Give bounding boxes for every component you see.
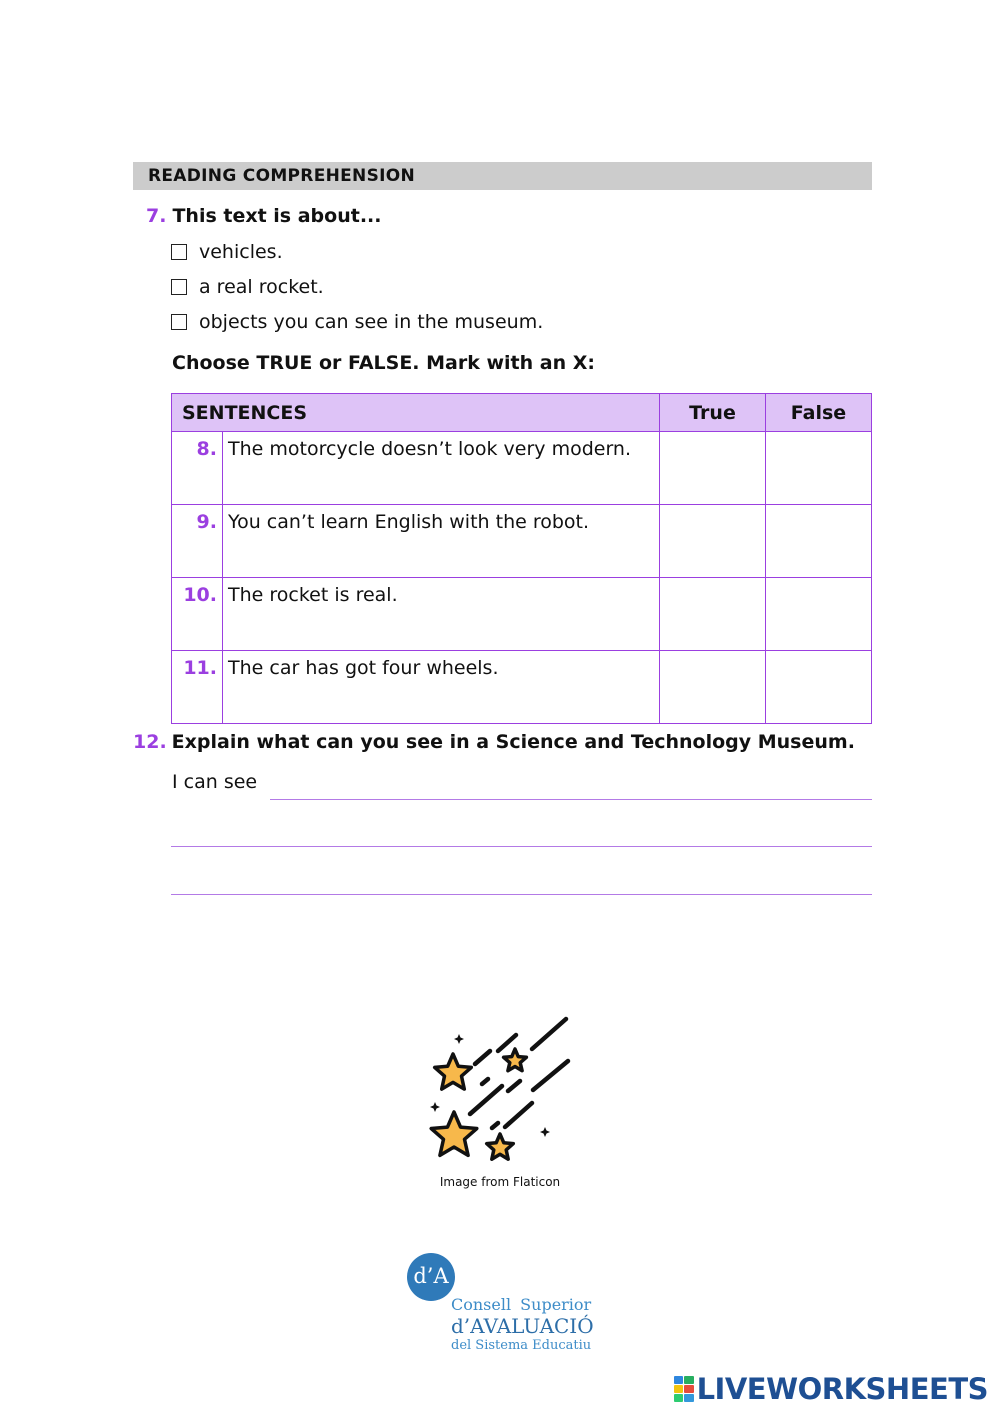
false-cell[interactable] bbox=[766, 578, 872, 651]
option-label: objects you can see in the museum. bbox=[199, 311, 544, 333]
row-number: 10. bbox=[172, 578, 223, 651]
csa-logo bbox=[405, 1250, 605, 1360]
option-checkbox[interactable] bbox=[171, 314, 187, 330]
false-cell[interactable] bbox=[766, 505, 872, 578]
option-museum-objects[interactable] bbox=[171, 311, 543, 333]
row-sentence: The motorcycle doesn’t look very modern. bbox=[223, 432, 660, 505]
option-label: vehicles. bbox=[199, 241, 283, 263]
question-7 bbox=[146, 205, 381, 227]
question-prompt: Explain what can you see in a Science and Technology Museum. bbox=[171, 731, 855, 753]
true-cell[interactable] bbox=[660, 578, 766, 651]
csa-logo-line-1: Consell Superior bbox=[451, 1295, 592, 1314]
csa-logo-line-3: del Sistema Educatiu bbox=[451, 1338, 592, 1353]
answer-starter: I can see bbox=[172, 771, 258, 793]
table-row bbox=[172, 505, 872, 578]
answer-line-3[interactable] bbox=[171, 871, 872, 895]
true-cell[interactable] bbox=[660, 432, 766, 505]
liveworksheets-logo[interactable] bbox=[674, 1372, 988, 1406]
liveworksheets-wordmark: LIVEWORKSHEETS bbox=[696, 1372, 988, 1406]
true-header: True bbox=[660, 394, 766, 432]
table-row bbox=[172, 432, 872, 505]
shooting-stars-icon bbox=[420, 1012, 580, 1172]
csa-logo-line-2: d’AVALUACIÓ bbox=[451, 1314, 594, 1338]
true-false-table bbox=[171, 393, 872, 724]
answer-line-2[interactable] bbox=[171, 823, 872, 847]
liveworksheets-mark-icon bbox=[674, 1376, 694, 1402]
table-row bbox=[172, 651, 872, 724]
section-title: READING COMPREHENSION bbox=[133, 162, 872, 190]
true-cell[interactable] bbox=[660, 651, 766, 724]
sentences-header: SENTENCES bbox=[172, 394, 660, 432]
row-number: 9. bbox=[172, 505, 223, 578]
option-real-rocket[interactable] bbox=[171, 276, 324, 298]
true-cell[interactable] bbox=[660, 505, 766, 578]
option-checkbox[interactable] bbox=[171, 279, 187, 295]
question-prompt: This text is about... bbox=[172, 205, 382, 227]
row-number: 11. bbox=[172, 651, 223, 724]
true-false-instruction: Choose TRUE or FALSE. Mark with an X: bbox=[172, 352, 595, 374]
false-header: False bbox=[766, 394, 872, 432]
row-number: 8. bbox=[172, 432, 223, 505]
question-number: 12. bbox=[133, 731, 167, 753]
question-12 bbox=[133, 731, 855, 753]
option-checkbox[interactable] bbox=[171, 244, 187, 260]
table-header-row bbox=[172, 394, 872, 432]
image-caption: Image from Flaticon bbox=[439, 1175, 561, 1189]
table-row bbox=[172, 578, 872, 651]
row-sentence: You can’t learn English with the robot. bbox=[223, 505, 660, 578]
csa-logo-circle: d’A bbox=[407, 1253, 455, 1301]
false-cell[interactable] bbox=[766, 432, 872, 505]
option-vehicles[interactable] bbox=[171, 241, 283, 263]
answer-line-1[interactable] bbox=[270, 776, 872, 800]
question-number: 7. bbox=[146, 205, 167, 227]
option-label: a real rocket. bbox=[199, 276, 324, 298]
row-sentence: The rocket is real. bbox=[223, 578, 660, 651]
row-sentence: The car has got four wheels. bbox=[223, 651, 660, 724]
false-cell[interactable] bbox=[766, 651, 872, 724]
